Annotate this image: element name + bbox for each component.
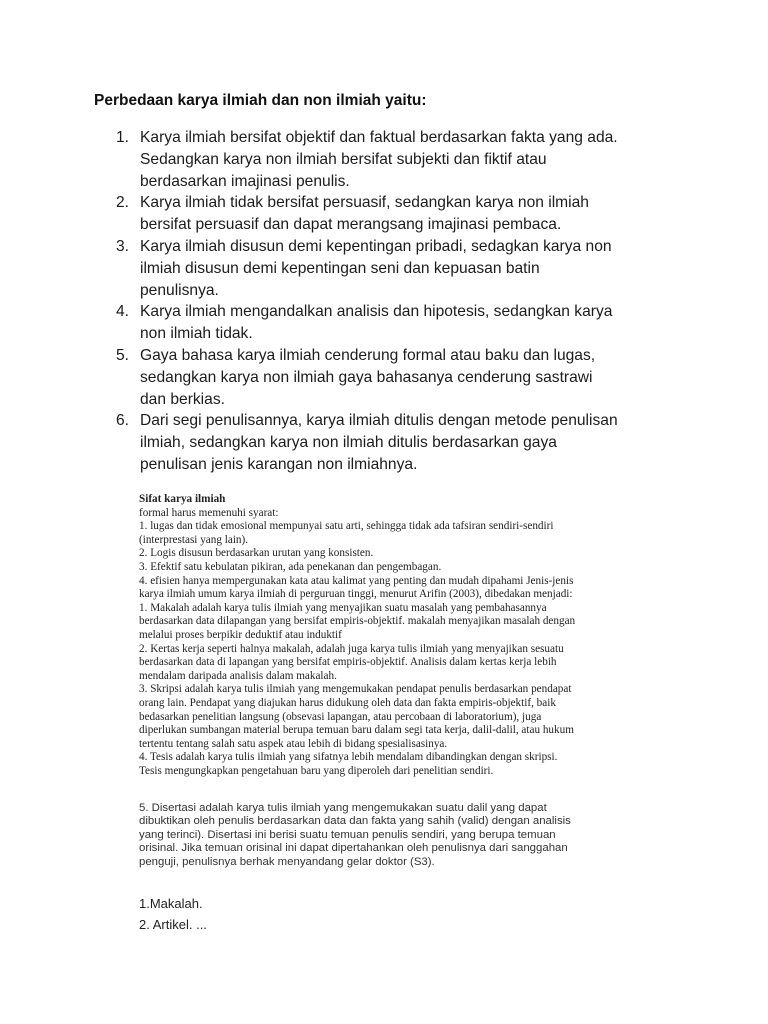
text-line: Tesis mengungkapkan pengetahuan baru yang diperoleh dari penelitian sendiri. [139, 764, 494, 777]
differences-list [100, 127, 700, 476]
list-item [100, 410, 700, 475]
text-line: 5. Disertasi adalah karya tulis ilmiah yang mengemukakan suatu dalil yang dapat [139, 802, 547, 814]
list-item [100, 345, 700, 410]
list-number: 1. [116, 129, 130, 146]
text-line: berdasarkan data di lapangan yang bersifat empiris-objektif. Analisis dalam kertas kerja lebih [139, 656, 557, 669]
list-number: 4. [116, 303, 130, 321]
list-line: Gaya bahasa karya ilmiah cenderung formal atau baku dan lugas, [140, 346, 596, 364]
karya-ilmiah-section [139, 493, 699, 778]
list-line: berdasarkan imajinasi penulis. [140, 172, 350, 190]
list-line: Sedangkan karya non ilmiah bersifat subjekti dan fiktif atau [140, 150, 547, 168]
text-line: dibuktikan oleh penulis berdasarkan data dan fakta yang sahih (valid) dengan analisis [139, 815, 571, 828]
text-line: yang terinci). Disertasi ini berisi suatu temuan penulis sendiri, yang berupa temuan [139, 828, 556, 841]
list-number: 2. [116, 194, 130, 212]
text-line: penguji, penulisnya berhak menyandang gelar doktor (S3). [139, 855, 435, 868]
list-line: Karya ilmiah mengandalkan analisis dan hipotesis, sedangkan karya [140, 303, 613, 321]
text-line: mendalam daripada analisis dalam makalah. [139, 669, 337, 682]
text-line: 3. Efektif satu kebulatan pikiran, ada penekanan dan pengembagan. [139, 560, 442, 573]
text-line: 4. efisien hanya mempergunakan kata atau kalimat yang penting dan mudah dipahami Jenis-jenis [139, 574, 574, 587]
list-line: bersifat persuasif dan dapat merangsang imajinasi pembaca. [140, 216, 562, 234]
text-line: diperlukan sumbangan material berupa temuan baru dalam segi tata kerja, dalil-dalil, atau hukum [139, 724, 574, 737]
text-line: 3. Skripsi adalah karya tulis ilmiah yang mengemukakan pendapat penulis berdasarkan pendapat [139, 683, 572, 696]
disertasi-paragraph [139, 802, 699, 869]
list-line: ilmiah, sedangkan karya non ilmiah ditulis berdasarkan gaya [140, 434, 557, 452]
list-line: dan berkias. [140, 390, 225, 408]
list-item [100, 192, 700, 236]
text-line: (interprestasi yang lain). [139, 533, 249, 546]
list-number: 6. [116, 412, 130, 430]
text-line: formal harus memenuhi syarat: [139, 506, 279, 519]
list-line: Karya ilmiah tidak bersifat persuasif, sedangkan karya non ilmiah [140, 194, 589, 212]
text-line: 2. Kertas kerja seperti halnya makalah, adalah juga karya tulis ilmiah yang menyajikan sesuatu [139, 642, 564, 655]
page-heading: Perbedaan karya ilmiah dan non ilmiah yaitu: [94, 92, 427, 109]
text-line: bedasarkan penelitian langsung (obsevasi lapangan, atau percobaan di laboratorium), juga [139, 710, 542, 723]
list-line: Karya ilmiah bersifat objektif dan faktual berdasarkan fakta yang ada. [140, 129, 618, 146]
list-line: penulisan jenis karangan non ilmiahnya. [140, 455, 418, 473]
list-number: 3. [116, 237, 130, 255]
list-item [100, 236, 700, 301]
text-line: 1. lugas dan tidak emosional mempunyai satu arti, sehingga tidak ada tafsiran sendiri-sendiri [139, 520, 554, 533]
list-line: ilmiah disusun demi kepentingan seni dan kepuasan batin [140, 259, 540, 277]
article-type-list [139, 893, 207, 935]
text-line: orang lain. Pendapat yang diajukan harus didukung oleh data dan fakta empiris-objektif, baik [139, 696, 556, 709]
text-line: melalui proses berpikir deduktif atau induktif [139, 628, 342, 641]
list-item: 2. Artikel. ... [139, 917, 207, 932]
text-line: 4. Tesis adalah karya tulis ilmiah yang sifatnya lebih mendalam dibandingkan dengan skripsi. [139, 751, 558, 764]
list-line: penulisnya. [140, 281, 219, 299]
text-line: 2. Logis disusun berdasarkan urutan yang konsisten. [139, 547, 374, 560]
list-item [100, 301, 700, 345]
section-title: Sifat karya ilmiah [139, 493, 226, 505]
list-item: 1.Makalah. [139, 896, 203, 911]
list-item [100, 127, 700, 192]
text-line: berdasarkan data dilapangan yang bersifat empiris-objektif. makalah menyajikan masalah dengan [139, 615, 576, 628]
list-line: Karya ilmiah disusun demi kepentingan pribadi, sedagkan karya non [140, 237, 612, 255]
list-line: sedangkan karya non ilmiah gaya bahasanya cenderung sastrawi [140, 368, 593, 386]
list-number: 5. [116, 346, 130, 364]
text-line: 1. Makalah adalah karya tulis ilmiah yang menyajikan suatu masalah yang pembahasannya [139, 601, 547, 614]
text-line: tertentu tentang salah satu aspek atau lebih di bidang spesialisasinya. [139, 737, 448, 750]
list-line: Dari segi penulisannya, karya ilmiah ditulis dengan metode penulisan [140, 412, 618, 430]
text-line: orisinal. Jika temuan orisinal ini dapat dipertahankan oleh penulisnya dari sanggahan [139, 842, 568, 855]
list-line: non ilmiah tidak. [140, 325, 253, 343]
text-line: karya ilmiah umum karya ilmiah di perguruan tinggi, menurut Arifin (2003), dibedakan menjadi: [139, 588, 573, 601]
